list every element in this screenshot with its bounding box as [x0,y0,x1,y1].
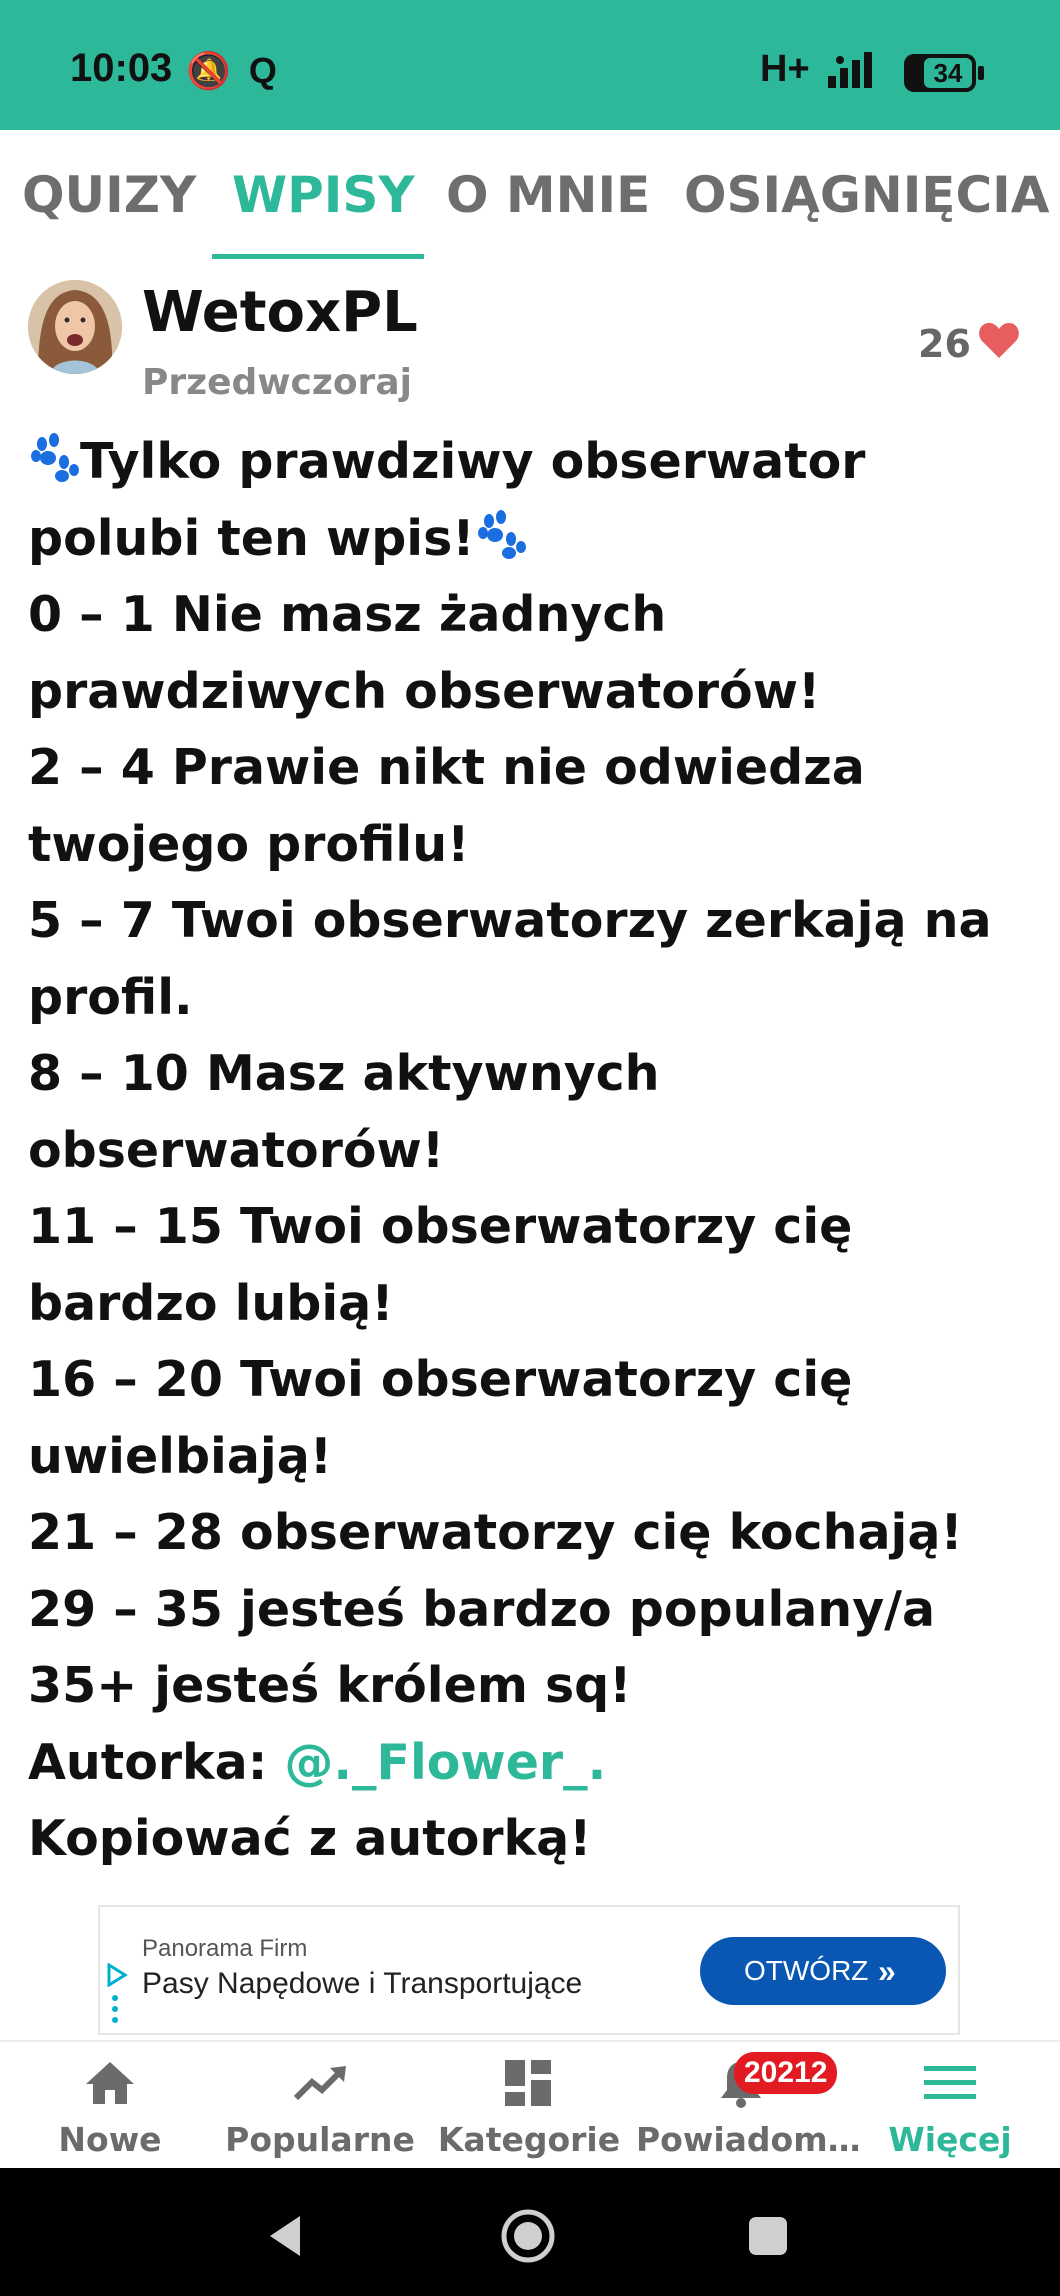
post-author[interactable]: WetoxPL [142,280,418,345]
nav-label: Więcej [888,2120,1012,2159]
active-tab-indicator [212,254,424,259]
post-line [28,424,1038,501]
ad-banner[interactable] [98,1905,960,2035]
nav-kategorie[interactable] [436,2042,622,2170]
bottom-navigation [0,2040,1060,2170]
back-icon[interactable] [260,2208,316,2264]
status-bar [0,0,1060,130]
paw-icon [28,432,80,484]
double-chevron-right-icon: » [878,1953,896,1989]
avatar[interactable] [28,280,122,374]
post-line: obserwatorów! [28,1121,445,1179]
post-line: 5 – 7 Twoi obserwatorzy zerkają na [28,892,992,949]
notification-badge: 20212 [734,2052,837,2094]
post-line: 0 – 1 Nie masz żadnych [28,586,667,643]
post-line: Kopiować z autorką! [28,1810,592,1867]
post-timestamp: Przedwczoraj [142,362,412,403]
post-line: bardzo lubią! [28,1274,394,1332]
battery-icon [904,54,976,92]
post-line: 8 – 10 Masz aktywnych [28,1045,660,1102]
system-navigation-bar [0,2168,1060,2296]
menu-icon [922,2058,978,2108]
trending-icon [292,2058,348,2108]
post-line: 35+ jesteś królem sq! [28,1657,632,1714]
battery-level: 34 [924,58,972,88]
nav-popularne[interactable] [220,2042,420,2170]
status-notification-icons: 🔕 Q [186,50,281,91]
post-text: Autorka: [28,1733,285,1791]
post-line: uwielbiają! [28,1427,333,1485]
post-line [28,501,1038,578]
nav-label: Nowe [58,2120,162,2159]
ad-open-button[interactable] [700,1937,946,2005]
tab-quizy[interactable]: QUIZY [22,166,197,224]
more-options-icon[interactable] [112,1995,118,2023]
post-line: 2 – 4 Prawie nikt nie odwiedza [28,739,865,796]
post-line: profil. [28,968,193,1026]
nav-label: Kategorie [437,2120,621,2159]
post-text: Tylko prawdziwy obserwator [80,433,866,490]
profile-tabs [0,130,1060,260]
nav-label: Popularne [225,2120,415,2159]
post-line: 29 – 35 jesteś bardzo populany/a [28,1580,936,1638]
home-icon [82,2058,138,2108]
ad-choices-icon[interactable] [106,1963,128,1987]
ad-sponsor: Panorama Firm [142,1935,308,1962]
status-time: 10:03 [70,46,173,90]
post-header [0,270,1060,410]
network-type: H+ [760,48,810,90]
ad-headline[interactable]: Pasy Napędowe i Transportujące [142,1967,583,2000]
post-line: twojego profilu! [28,815,470,873]
heart-icon[interactable] [978,320,1020,360]
post-line: prawdziwych obserwatorów! [28,662,821,720]
like-count: 26 [918,322,971,366]
signal-icon [828,50,884,88]
post-line: 16 – 20 Twoi obserwatorzy cię [28,1351,853,1408]
ad-open-label: OTWÓRZ [744,1955,869,1986]
tab-osiagniecia[interactable]: OSIĄGNIĘCIA [684,166,1050,224]
post-line [28,1725,1038,1802]
nav-powiadomienia[interactable] [636,2042,861,2170]
post-body [28,424,1038,1878]
post-line: 21 – 28 obserwatorzy cię kochają! [28,1504,963,1561]
post-line: 11 – 15 Twoi obserwatorzy cię [28,1198,853,1255]
paw-icon [475,509,527,561]
grid-icon [501,2058,557,2108]
tab-o-mnie[interactable]: O MNIE [446,166,651,224]
nav-wiecej[interactable] [880,2042,1020,2170]
tab-wpisy[interactable]: WPISY [232,166,415,224]
nav-label: Powiadom… [636,2120,861,2159]
home-circle-icon[interactable] [500,2208,556,2264]
nav-nowe[interactable] [40,2042,180,2170]
author-mention-link[interactable]: @._Flower_. [284,1733,607,1791]
recents-icon[interactable] [740,2208,796,2264]
post-text: polubi ten wpis! [28,509,475,567]
